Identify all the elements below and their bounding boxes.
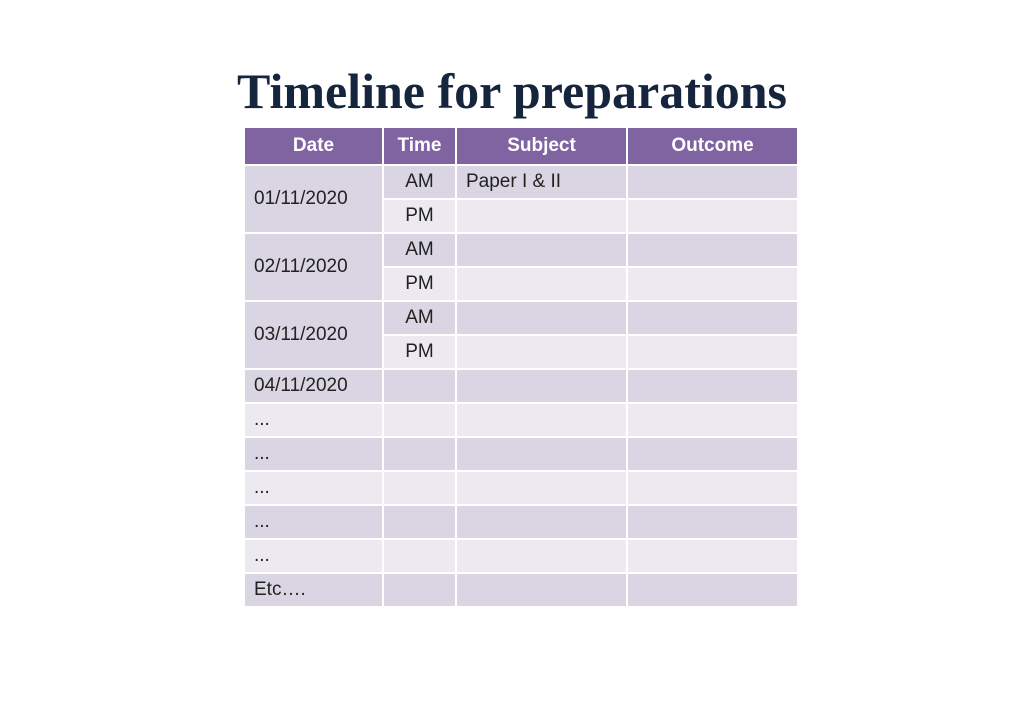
date-cell: 02/11/2020 [244,233,383,301]
header-subject: Subject [456,127,627,165]
outcome-cell [627,199,798,233]
outcome-cell [627,165,798,199]
date-cell: 03/11/2020 [244,301,383,369]
subject-cell [456,437,627,471]
table-row [244,165,798,199]
date-cell: ... [244,403,383,437]
subject-cell [456,301,627,335]
subject-cell [456,403,627,437]
outcome-cell [627,573,798,607]
time-cell [383,369,456,403]
table-row [244,471,798,505]
header-time: Time [383,127,456,165]
table-row [244,369,798,403]
table-row [244,505,798,539]
date-cell: 01/11/2020 [244,165,383,233]
timeline-table [243,126,799,608]
table-row [244,403,798,437]
time-cell [383,437,456,471]
time-cell [383,505,456,539]
header-outcome: Outcome [627,127,798,165]
time-cell: PM [383,199,456,233]
subject-cell [456,505,627,539]
outcome-cell [627,471,798,505]
table-row [244,573,798,607]
time-cell: PM [383,267,456,301]
date-cell: Etc…. [244,573,383,607]
outcome-cell [627,335,798,369]
subject-cell [456,233,627,267]
table-row [244,539,798,573]
date-cell: ... [244,505,383,539]
time-cell [383,471,456,505]
time-cell: AM [383,233,456,267]
subject-cell [456,369,627,403]
outcome-cell [627,369,798,403]
outcome-cell [627,539,798,573]
subject-cell [456,335,627,369]
date-cell: ... [244,539,383,573]
outcome-cell [627,437,798,471]
time-cell [383,573,456,607]
outcome-cell [627,505,798,539]
subject-cell: Paper I & II [456,165,627,199]
table-row [244,233,798,267]
date-cell: 04/11/2020 [244,369,383,403]
time-cell [383,403,456,437]
time-cell: AM [383,165,456,199]
subject-cell [456,199,627,233]
subject-cell [456,573,627,607]
table-header-row [244,127,798,165]
date-cell: ... [244,437,383,471]
table-row [244,301,798,335]
outcome-cell [627,403,798,437]
outcome-cell [627,301,798,335]
date-cell: ... [244,471,383,505]
page-title: Timeline for preparations [237,63,787,119]
subject-cell [456,539,627,573]
outcome-cell [627,267,798,301]
table-row [244,437,798,471]
time-cell: PM [383,335,456,369]
header-date: Date [244,127,383,165]
subject-cell [456,471,627,505]
outcome-cell [627,233,798,267]
subject-cell [456,267,627,301]
time-cell: AM [383,301,456,335]
time-cell [383,539,456,573]
